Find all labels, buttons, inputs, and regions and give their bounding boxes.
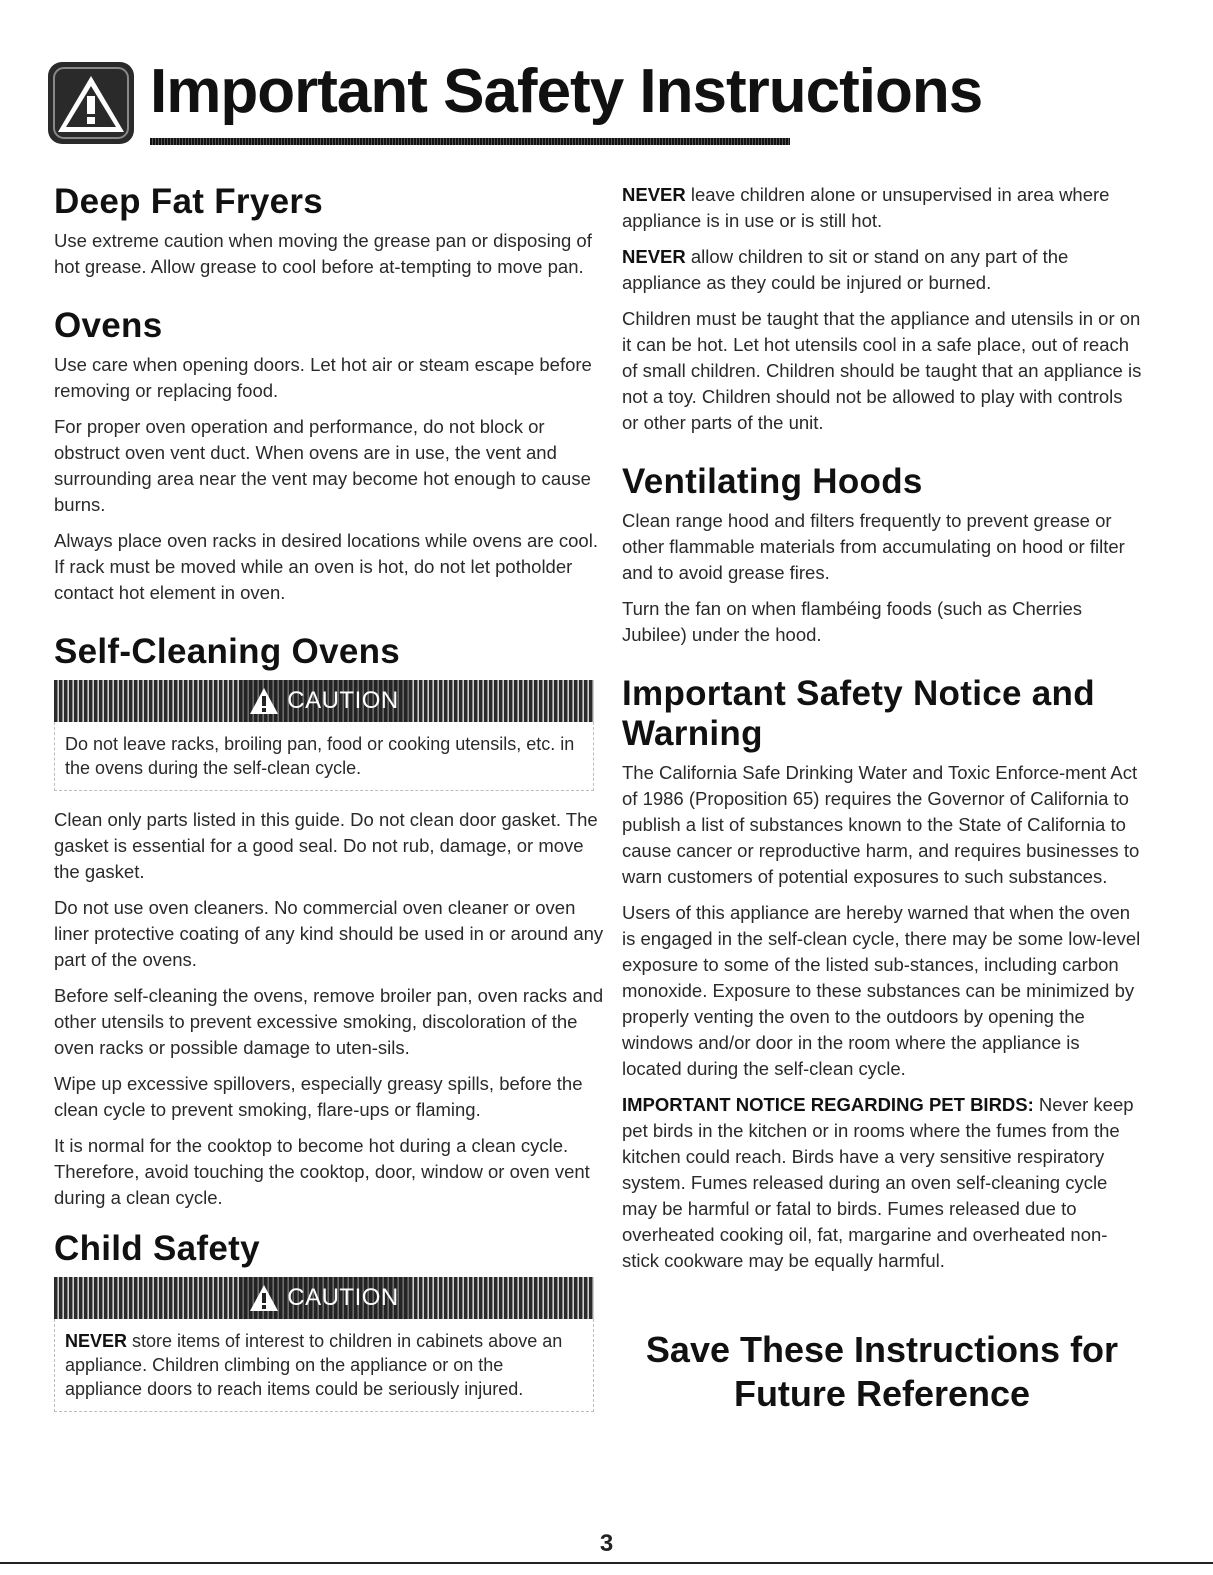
self-cleaning-heading: Self-Cleaning Ovens	[54, 632, 401, 671]
caution-text: Do not leave racks, broiling pan, food or cooking utensils, etc. in the ovens during the self-clean cycle.	[54, 722, 594, 791]
warning-triangle-icon	[249, 687, 279, 715]
notice-paragraph: The California Safe Drinking Water and Toxic Enforce-ment Act of 1986 (Proposition 65) requires the Governor of California to publish a list of substances known to the State of California to cause cancer or reproductive harm, and requires businesses to warn customers of potential exposures to such substances.	[622, 762, 1140, 887]
ventilating-paragraph: Turn the fan on when flambéing foods (such as Cherries Jubilee) under the hood.	[622, 598, 1083, 645]
deep-fat-fryers-text: Use extreme caution when moving the grease pan or disposing of hot grease. Allow grease to cool before at-tempting to move pan.	[54, 230, 592, 277]
title-rule	[150, 138, 790, 145]
caution-text	[54, 1319, 594, 1412]
child-safety-heading: Child Safety	[54, 1229, 260, 1268]
pet-birds-keyword: IMPORTANT NOTICE REGARDING PET BIRDS:	[622, 1094, 1034, 1115]
never-keyword: NEVER	[622, 184, 686, 205]
save-line-2: Future Reference	[733, 1373, 1031, 1414]
right-column	[622, 182, 1142, 1416]
bottom-rule	[0, 1562, 1213, 1564]
self-clean-caution-box	[54, 680, 594, 791]
child-safety-paragraph: Children must be taught that the appliance and utensils in or on it can be hot. Let hot utensils cool in a safe place, out of reach of small children. Children should be taught that an appliance is not a toy. Children should not be allowed to play with controls or other parts of the unit.	[622, 308, 1142, 433]
self-cleaning-paragraph: Wipe up excessive spillovers, especially greasy spills, before the clean cycle to prevent smoking, flare-ups or flaming.	[54, 1073, 583, 1120]
child-safety-caution-box	[54, 1277, 594, 1412]
self-cleaning-paragraph: Before self-cleaning the ovens, remove broiler pan, oven racks and other utensils to prevent excessive smoking, discoloration of the oven racks or possible damage to uten-sils.	[54, 985, 604, 1058]
notice-paragraph: Users of this appliance are hereby warned that when the oven is engaged in the self-clean cycle, there may be some low-level exposure to some of the listed sub-stances, including carbon monoxide. Exposure to these substances can be minimized by properly venting the oven to the outdoors by opening the windows and/or door in the room where the appliance is located during the self-clean cycle.	[622, 902, 1141, 1079]
safety-notice-heading: Important Safety Notice and Warning	[622, 674, 1095, 753]
deep-fat-fryers-heading: Deep Fat Fryers	[54, 182, 324, 221]
pet-birds-paragraph	[622, 1092, 1142, 1274]
self-cleaning-paragraph: Clean only parts listed in this guide. Do not clean door gasket. The gasket is essential for a good seal. Do not rub, damage, or move the gasket.	[54, 809, 598, 882]
ovens-paragraph: For proper oven operation and performance, do not block or obstruct oven vent duct. When ovens are in use, the vent and surrounding area near the vent may become hot enough to cause burns.	[54, 416, 591, 515]
ovens-heading: Ovens	[54, 306, 163, 345]
paragraph-body: allow children to sit or stand on any part of the appliance as they could be injured or burned.	[622, 246, 1069, 293]
save-instructions	[622, 1328, 1142, 1416]
self-cleaning-paragraph: It is normal for the cooktop to become hot during a clean cycle. Therefore, avoid touching the cooktop, door, window or oven vent during a clean cycle.	[54, 1135, 590, 1208]
ovens-paragraph: Use care when opening doors. Let hot air or steam escape before removing or replacing food.	[54, 354, 592, 401]
ventilating-hoods-heading: Ventilating Hoods	[622, 462, 923, 501]
caution-body: store items of interest to children in cabinets above an appliance. Children climbing on the appliance or on the appliance doors to reach items could be seriously injured.	[65, 1331, 563, 1399]
never-keyword: NEVER	[65, 1331, 128, 1351]
warning-triangle-icon	[46, 60, 136, 146]
caution-label: CAUTION	[287, 687, 399, 714]
page-title: Important Safety Instructions	[150, 57, 983, 126]
warning-triangle-icon	[249, 1284, 279, 1312]
page-number: 3	[599, 1530, 614, 1557]
never-keyword: NEVER	[622, 246, 686, 267]
left-column	[54, 182, 606, 1428]
paragraph-body: leave children alone or unsupervised in area where appliance is in use or is still hot.	[622, 184, 1110, 231]
ventilating-paragraph: Clean range hood and filters frequently to prevent grease or other flammable materials from accumulating on hood or filter and to avoid grease fires.	[622, 510, 1125, 583]
child-safety-paragraph	[622, 182, 1142, 234]
page-header	[46, 52, 983, 152]
paragraph-body: Never keep pet birds in the kitchen or in rooms where the fumes from the kitchen could reach. Birds have a very sensitive respiratory system. Fumes released during an oven self-cleaning cycle may be harmful or fatal to birds. Fumes released due to overheated cooking oil, fat, margarine and overheated non-stick cookware may be equally harmful.	[622, 1094, 1134, 1271]
self-cleaning-paragraph: Do not use oven cleaners. No commercial oven cleaner or oven liner protective coating of any kind should be used in or around any part of the ovens.	[54, 897, 604, 970]
caution-banner	[54, 1277, 594, 1319]
caution-label: CAUTION	[287, 1284, 399, 1311]
ovens-paragraph: Always place oven racks in desired locations while ovens are cool. If rack must be moved while an oven is hot, do not let potholder contact hot element in oven.	[54, 530, 598, 603]
caution-banner	[54, 680, 594, 722]
child-safety-paragraph	[622, 244, 1142, 296]
save-line-1: Save These Instructions for	[645, 1329, 1119, 1370]
